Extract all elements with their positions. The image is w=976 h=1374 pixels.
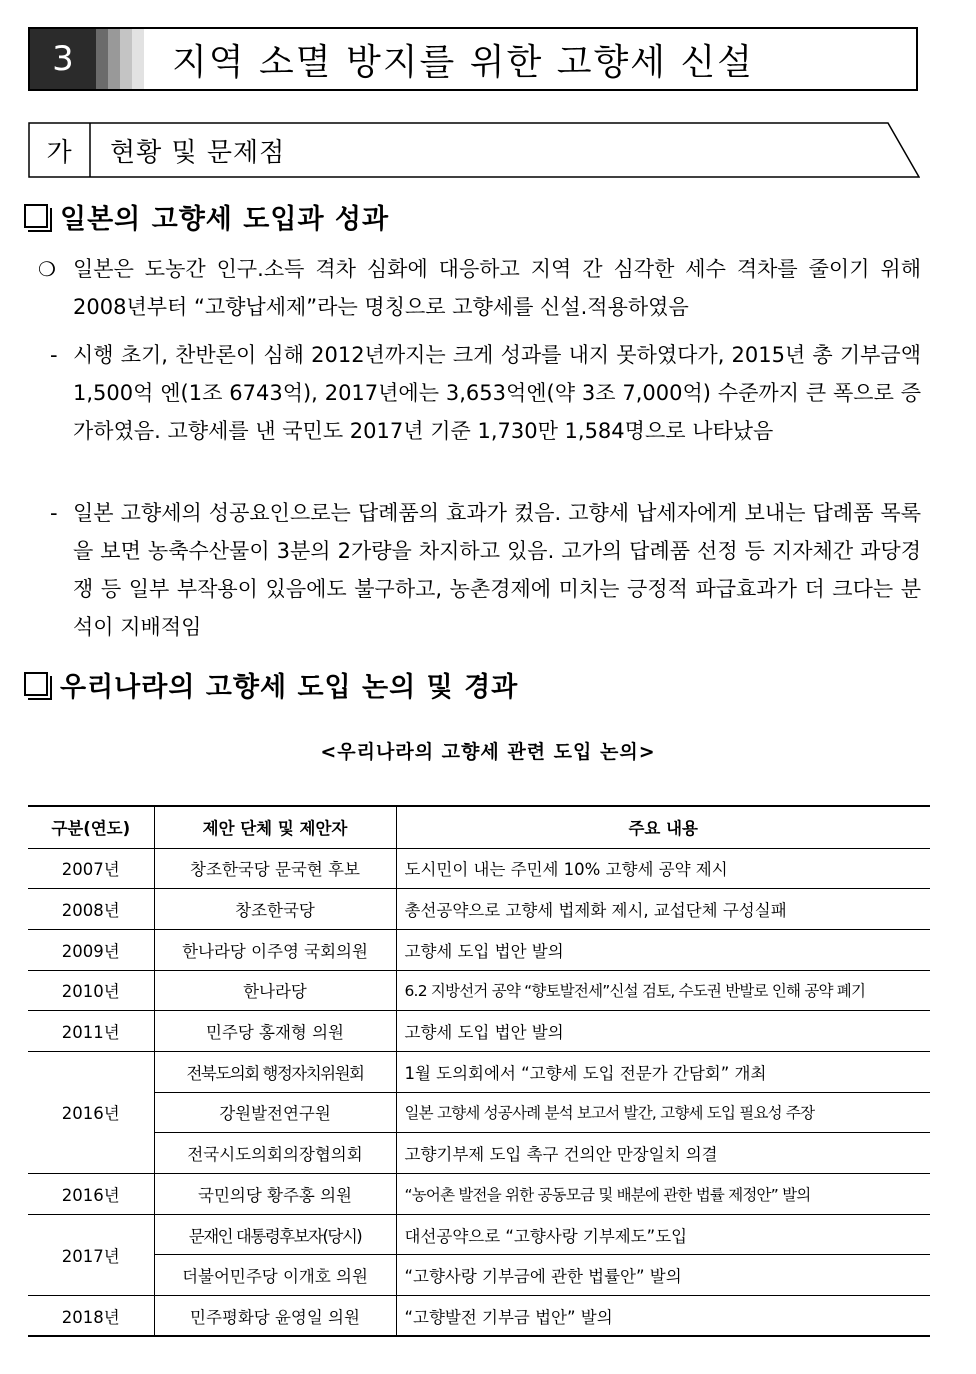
heading-korea-text: 우리나라의 고향세 도입 논의 및 경과 bbox=[60, 671, 519, 703]
cell-year: 2007년 bbox=[28, 848, 154, 889]
heading-japan bbox=[24, 198, 389, 234]
cell-content: 일본 고향세 성공사례 분석 보고서 발간, 고향세 도입 필요성 주장 bbox=[396, 1092, 930, 1133]
cell-org: 전북도의회 행정자치위원회 bbox=[154, 1051, 396, 1092]
cell-content: 고향세 도입 법안 발의 bbox=[396, 1011, 930, 1052]
cell-org: 전국시도의회의장협의회 bbox=[154, 1133, 396, 1174]
cell-content: 6.2 지방선거 공약 “향토발전세”신설 검토, 수도권 반발로 인해 공약 폐기 bbox=[396, 970, 930, 1011]
cell-content: 도시민이 내는 주민세 10% 고향세 공약 제시 bbox=[396, 848, 930, 889]
table-row bbox=[28, 1174, 930, 1215]
cell-year: 2016년 bbox=[28, 1174, 154, 1215]
table-row bbox=[28, 929, 930, 970]
table-row bbox=[28, 970, 930, 1011]
cell-content: “고향사랑 기부금에 관한 법률안” 발의 bbox=[396, 1255, 930, 1296]
cell-org: 문재인 대통령후보자(당시) bbox=[154, 1214, 396, 1255]
cell-content: 고향기부제 도입 촉구 건의안 만장일치 의결 bbox=[396, 1133, 930, 1174]
table-row bbox=[28, 1011, 930, 1052]
table-row bbox=[28, 1133, 930, 1174]
table-row bbox=[28, 1051, 930, 1092]
cell-org: 한나라당 이주영 국회의원 bbox=[154, 929, 396, 970]
square-bullet-icon bbox=[24, 672, 48, 696]
table-row bbox=[28, 1214, 930, 1255]
cell-content: 대선공약으로 “고향사랑 기부제도”도입 bbox=[396, 1214, 930, 1255]
heading-japan-text: 일본의 고향세 도입과 성과 bbox=[60, 203, 390, 235]
section-title: 지역 소멸 방지를 위한 고향세 신설 bbox=[172, 41, 755, 83]
square-bullet-icon bbox=[24, 204, 48, 228]
cell-year: 2008년 bbox=[28, 889, 154, 930]
subsection-number: 가 bbox=[46, 137, 72, 168]
subsection-title: 현황 및 문제점 bbox=[110, 137, 286, 168]
cell-org: 민주평화당 윤영일 의원 bbox=[154, 1296, 396, 1337]
circle-bullet-icon: ❍ bbox=[38, 257, 56, 281]
cell-content: “농어촌 발전을 위한 공동모금 및 배분에 관한 법률 제정안” 발의 bbox=[396, 1174, 930, 1215]
heading-korea bbox=[24, 666, 518, 702]
cell-year: 2017년 bbox=[28, 1214, 154, 1295]
dash-item-1-text: 시행 초기, 찬반론이 심해 2012년까지는 크게 성과를 내지 못하였다가, 2015년 총 기부금액 1,500억 엔(1조 6743억), 2017년에는 3,653억엔(약 3조 7,000억) 수준까지 큰 폭으로 증가하였음. 고향세를 낸 국민도 2017년 기준 1,730만 1,584명으로 나타났음 bbox=[73, 343, 921, 443]
cell-org: 창조한국당 bbox=[154, 889, 396, 930]
cell-year: 2018년 bbox=[28, 1296, 154, 1337]
subsection-header bbox=[28, 122, 920, 178]
cell-year: 2011년 bbox=[28, 1011, 154, 1052]
table-row bbox=[28, 1255, 930, 1296]
bullet-japan-text: 일본은 도농간 인구.소득 격차 심화에 대응하고 지역 간 심각한 세수 격차를 줄이기 위해 2008년부터 “고향납세제”라는 명칭으로 고향세를 신설.적용하였음 bbox=[73, 257, 921, 319]
table-row bbox=[28, 848, 930, 889]
cell-content: 고향세 도입 법안 발의 bbox=[396, 929, 930, 970]
cell-org: 더불어민주당 이개호 의원 bbox=[154, 1255, 396, 1296]
header-content: 주요 내용 bbox=[396, 806, 930, 848]
title-gradient-bar bbox=[96, 29, 144, 89]
cell-org: 국민의당 황주홍 의원 bbox=[154, 1174, 396, 1215]
cell-year: 2010년 bbox=[28, 970, 154, 1011]
table-header-row bbox=[28, 806, 930, 848]
cell-content: 1월 도의회에서 “고향세 도입 전문가 간담회” 개최 bbox=[396, 1051, 930, 1092]
dash-mark: - bbox=[50, 501, 58, 525]
cell-org: 창조한국당 문국현 후보 bbox=[154, 848, 396, 889]
cell-year: 2016년 bbox=[28, 1051, 154, 1173]
header-year: 구분(연도) bbox=[28, 806, 154, 848]
dash-item-2-text: 일본 고향세의 성공요인으로는 답례품의 효과가 컸음. 고향세 납세자에게 보내는 답례품 목록을 보면 농축수산물이 3분의 2가량을 차지하고 있음. 고가의 답례품 선정 등 지자체간 과당경쟁 등 일부 부작용이 있음에도 불구하고, 농촌경제에 미치는 긍정적 파급효과가 더 크다는 분석이 지배적임 bbox=[73, 501, 921, 639]
section-number: 3 bbox=[30, 29, 96, 89]
cell-org: 한나라당 bbox=[154, 970, 396, 1011]
dash-mark: - bbox=[50, 343, 58, 367]
cell-org: 민주당 홍재형 의원 bbox=[154, 1011, 396, 1052]
table-row bbox=[28, 1296, 930, 1337]
table-caption: <우리나라의 고향세 관련 도입 논의> bbox=[320, 741, 656, 763]
proposal-table bbox=[28, 805, 930, 1337]
section-title-box bbox=[28, 27, 918, 91]
header-org: 제안 단체 및 제안자 bbox=[154, 806, 396, 848]
table-row bbox=[28, 889, 930, 930]
cell-year: 2009년 bbox=[28, 929, 154, 970]
cell-content: “고향발전 기부금 법안” 발의 bbox=[396, 1296, 930, 1337]
cell-content: 총선공약으로 고향세 법제화 제시, 교섭단체 구성실패 bbox=[396, 889, 930, 930]
table-row bbox=[28, 1092, 930, 1133]
cell-org: 강원발전연구원 bbox=[154, 1092, 396, 1133]
